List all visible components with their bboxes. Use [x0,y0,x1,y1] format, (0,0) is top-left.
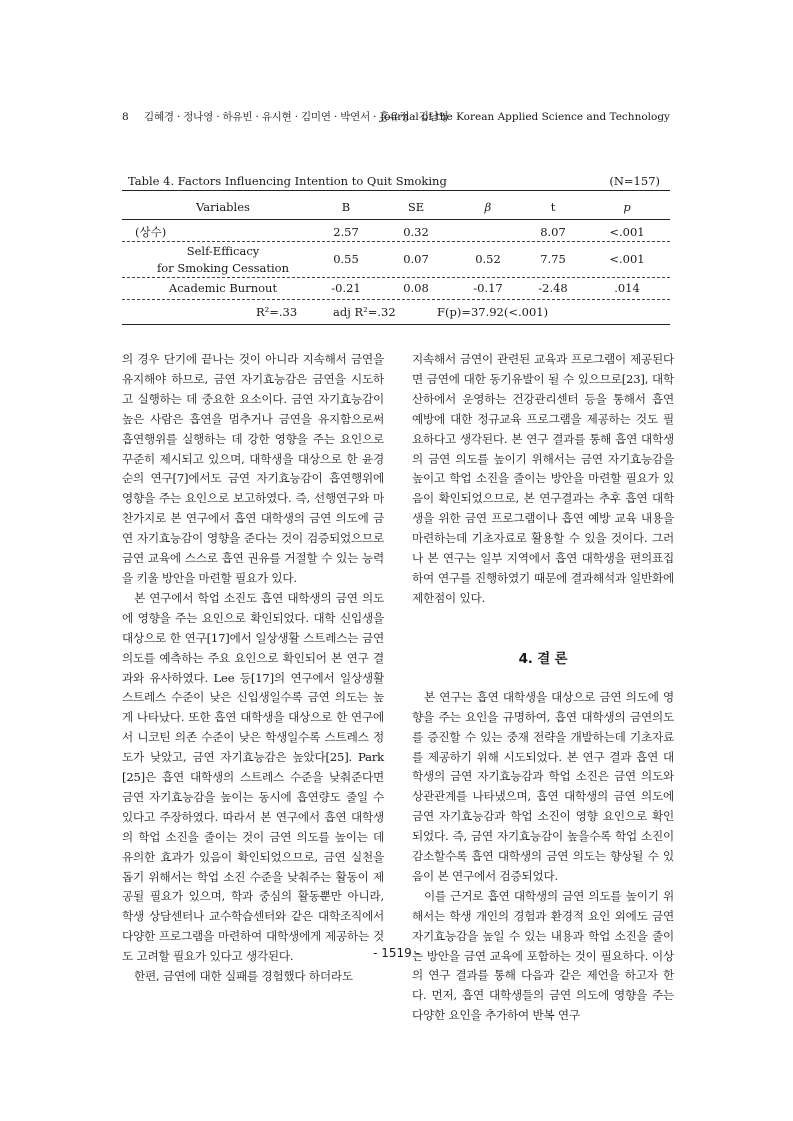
summary-f: F(p)=37.92(<.001) [437,305,549,319]
col-header-t: t [550,200,556,214]
row-beta: 0.52 [475,252,501,266]
row-b: 2.57 [333,225,359,239]
col-header-variables: Variables [196,200,250,214]
row-se: 0.32 [403,225,429,239]
row-t: 8.07 [540,225,566,239]
col-header-b: B [341,200,351,214]
paragraph: 본 연구에서 학업 소진도 흡연 대학생의 금연 의도에 영향을 주는 요인으로 확인되었다. 대학 신입생을 대상으로 한 연구[17]에서 일상생활 스트레스는 금연 의도를 예측하는 주요 요인으로 확인되어 본 연구 결과와 유사하였다. Lee 등[17]의 연구에서 일상생활 스트레스 수준이 낮은 신입생일수록 금연 의도는 높게 나타났다. 또한 흡연 대학생을 대상으로 한 연구에서 니코틴 의존 수준이 낮은 학생일수록 스트레스 정도가 낮았고, 금연 자기효능감은 높았다[25]. Park [25]은 흡연 대학생의 스트레스 수준을 낮춰준다면 금연 자기효능감을 높이는 동시에 흡연량도 줄일 수 있다고 주장하였다. 따라서 본 연구에서 흡연 대학생의 학업 소진을 줄이는 것이 금연 의도를 높이는 데 유의한 효과가 있음이 확인되었으므로, 금연 실천을 돕기 위해서는 학업 소진 수준을 낮춰주는 활동이 제공될 필요가 있으며, 학과 중심의 활동뿐만 아니라, 학생 상담센터나 교수학습센터와 같은 대학조직에서 다양한 프로그램을 마련하여 대학생에게 제공하는 것도 고려할 필요가 있다고 생각된다. [122,590,384,964]
row-variable: Self-Efficacy [186,244,260,258]
row-p: <.001 [609,225,645,239]
header-page-number: 8 [122,111,129,123]
paragraph: 의 경우 단기에 끝나는 것이 아니라 지속해서 금연을 유지해야 하므로, 금연 자기효능감은 금연을 시도하고 실행하는 데 중요한 요소이다. 금연 자기효능감이 높은 사람은 흡연을 멈추거나 금연을 유지함으로써 흡연행위를 실행하는 데 강한 영향을 주는 요인으로 꾸준히 제시되고 있으며, 대학생을 대상으로 한 윤경순의 연구[7]에서도 금연 자기효능감이 흡연행위에 영향을 주는 요인으로 보고하였다. 즉, 선행연구와 마찬가지로 본 연구에서 흡연 대학생의 금연 의도에 금연 자기효능감이 영향을 준다는 것이 검증되었으므로 금연 교육에 스스로 흡연 권유를 거절할 수 있는 능력을 키울 방안을 마련할 필요가 있다. [122,352,384,585]
col-header-beta: β [484,200,492,214]
row-divider [122,277,670,278]
paragraph: 본 연구는 흡연 대학생을 대상으로 금연 의도에 영향을 주는 요인을 규명하여, 흡연 대학생의 금연의도를 증진할 수 있는 중재 전략을 개발하는데 기초자료를 제공하기 위해 시도되었다. 본 연구 결과 흡연 대학생의 금연 자기효능감과 학업 소진은 금연 의도와 상관관계를 나타냈으며, 흡연 대학생의 금연 의도에 금연 자기효능감과 학업 소진이 영향 요인으로 확인되었다. 즉, 금연 자기효능감이 높을수록 학업 소진이 감소할수록 흡연 대학생의 금연 의도는 향상될 수 있음이 본 연구에서 검증되었다. [412,689,674,883]
row-p: .014 [614,281,640,295]
table-header-rule [122,219,670,220]
row-t: 7.75 [540,252,566,266]
table-top-rule [122,190,670,191]
paragraph: 지속해서 금연이 관련된 교육과 프로그램이 제공된다면 금연에 대한 동기유발이 될 수 있으므로[23], 대학 산하에서 운영하는 건강관리센터 등을 통해서 흡연 예방에 대한 정규교육 프로그램을 제공하는 것도 필요하다고 생각된다. 본 연구 결과를 통해 흡연 대학생의 금연 의도를 높이기 위해서는 금연 자기효능감을 높이고 학업 소진을 줄이는 방안을 마련할 필요가 있음이 확인되었으므로, 본 연구결과는 추후 흡연 대학생을 위한 금연 프로그램이나 흡연 예방 교육 내용을 마련하는데 기초자료로 활용할 수 있을 것이다. 그러나 본 연구는 일부 지역에서 흡연 대학생을 편의표집하여 연구를 진행하였기 때문에 결과해석과 일반화에 제한점이 있다. [412,352,674,605]
table-caption [128,173,660,189]
section-spacer [412,609,674,649]
row-b: 0.55 [333,252,359,266]
section-spacer [412,669,674,688]
page-footer: - 1519 - [373,946,420,960]
row-variable-line2: for Smoking Cessation [156,261,289,275]
left-column [122,350,384,984]
row-divider [122,241,670,242]
col-header-se: SE [407,200,425,214]
row-p: <.001 [609,252,645,266]
right-column [412,350,674,1023]
section-heading: 4. 결 론 [518,650,568,667]
row-se: 0.08 [403,281,429,295]
table-title: Table 4. Factors Influencing Intention to Quit Smoking [128,174,447,188]
row-variable: Academic Burnout [168,281,278,295]
summary-r2: R²=.33 [256,305,298,319]
table-bottom-rule [122,324,670,325]
row-b: -0.21 [331,281,361,295]
header-journal: Journal of the Korean Applied Science and Technology [380,111,670,123]
paragraph: 이를 근거로 흡연 대학생의 금연 의도를 높이기 위해서는 학생 개인의 경험과 환경적 요인 외에도 금연 자기효능감을 높일 수 있는 내용과 학업 소진을 줄이는 방안을 금연 교육에 포함하는 것이 필요하다. 이상의 연구 결과를 통해 다음과 같은 제언을 하고자 한다. 먼저, 흡연 대학생들의 금연 의도에 영향을 주는 다양한 요인을 추가하여 반복 연구 [412,888,674,1023]
table-sample-size: (N=157) [609,174,660,188]
row-variable: (상수) [135,225,167,239]
summary-adj-r2: adj R²=.32 [333,305,396,319]
row-beta: -0.17 [473,281,503,295]
row-se: 0.07 [403,252,429,266]
col-header-p: p [623,200,631,214]
row-t: -2.48 [538,281,568,295]
running-header [122,109,670,125]
row-divider [122,299,670,300]
header-authors: 김혜경 · 정나영 · 하유빈 · 유시현 · 김미연 · 박연서 · 홍유정 · 김남영 [144,111,449,123]
paragraph: 한편, 금연에 대한 실패를 경험했다 하더라도 [134,969,353,984]
